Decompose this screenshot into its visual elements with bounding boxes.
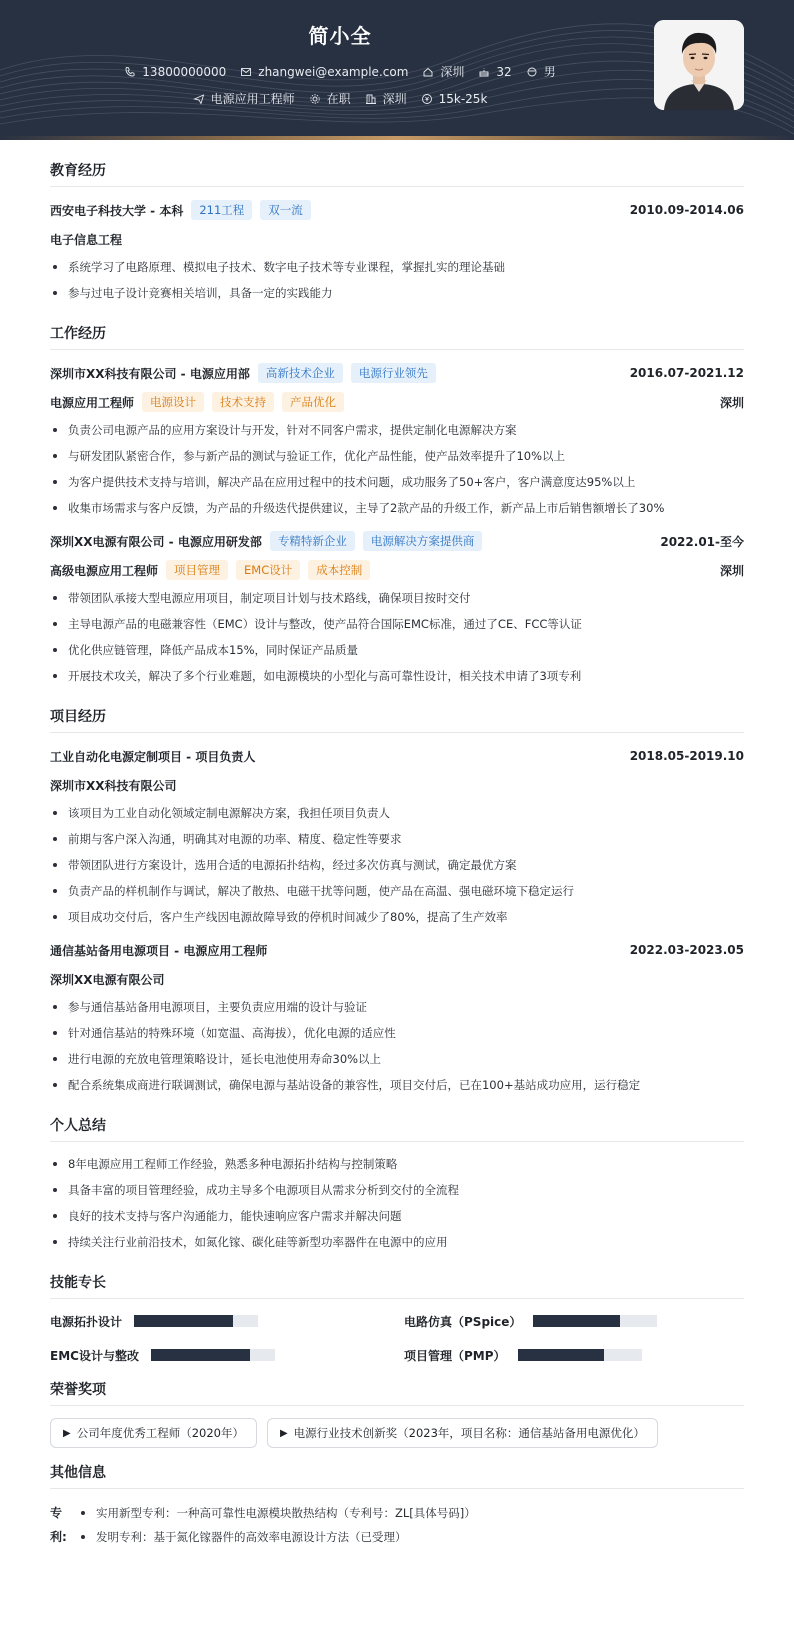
email-text: zhangwei@example.com: [258, 64, 409, 79]
school-tag: 双一流: [260, 200, 311, 220]
awards-list: [50, 1418, 744, 1448]
project-name: 通信基站备用电源项目 - 电源应用工程师: [50, 943, 268, 958]
list-item: 带领团队进行方案设计，选用合适的电源拓扑结构，经过多次仿真与测试，确定最优方案: [50, 855, 744, 881]
project-header-row: [50, 745, 744, 767]
skill-name: 电源拓扑设计: [50, 1314, 123, 1329]
resume-body: [50, 160, 744, 1569]
status-text: 在职: [326, 92, 351, 106]
role-tag: 项目管理: [166, 560, 228, 580]
skill-bar-fill: [518, 1349, 605, 1361]
company-row: [50, 362, 744, 384]
award-label: 电源行业技术创新奖（2023年，项目名称：通信基站备用电源优化）: [293, 1426, 645, 1440]
job-intent-row: [0, 90, 680, 107]
role-row: [50, 391, 744, 413]
project-date: 2022.03-2023.05: [629, 943, 744, 957]
major-row: [50, 228, 744, 250]
phone-item: [124, 63, 226, 80]
skill-bar: [134, 1315, 258, 1327]
skill-bar: [518, 1349, 642, 1361]
skill-name: 电路仿真（PSpice）: [404, 1314, 522, 1329]
education-bullets: [50, 257, 744, 309]
project-date: 2018.05-2019.10: [629, 749, 744, 763]
list-item: 持续关注行业前沿技术，如氮化镓、碳化硅等新型功率器件在电源中的应用: [50, 1232, 744, 1258]
other-section: [50, 1462, 744, 1555]
section-title-projects: 项目经历: [50, 706, 744, 733]
status-item: [309, 90, 351, 107]
role-tag: 技术支持: [212, 392, 274, 412]
patent-bullets: [78, 1501, 476, 1549]
section-title-awards: 荣誉奖项: [50, 1379, 744, 1406]
skill-bar: [533, 1315, 657, 1327]
job-entry: [50, 530, 744, 692]
list-item: 为客户提供技术支持与培训，解决产品在应用过程中的技术问题，成功服务了50+客户，客户满意度达95%以上: [50, 472, 744, 498]
job-date: 2022.01-至今: [660, 534, 744, 549]
cake-icon: [478, 66, 490, 78]
summary-bullets: [50, 1154, 744, 1258]
skill-item: [50, 1311, 390, 1331]
resume-header: [0, 0, 794, 140]
salary-item: [421, 90, 488, 107]
coin-icon: [421, 93, 433, 105]
skill-bar-fill: [151, 1349, 250, 1361]
role-tag: 电源设计: [142, 392, 204, 412]
age-text: 32: [496, 64, 512, 79]
company-tag: 电源解决方案提供商: [363, 531, 483, 551]
email-item: [240, 63, 408, 80]
project-company: 深圳市XX科技有限公司: [50, 778, 177, 793]
portrait-photo: [654, 20, 744, 110]
job-date: 2016.07-2021.12: [629, 366, 744, 380]
list-item: 项目成功交付后，客户生产线因电源故障导致的停机时间减少了80%，提高了生产效率: [50, 907, 744, 933]
project-entry: [50, 745, 744, 933]
home-icon: [422, 66, 434, 78]
contact-row: [0, 63, 680, 80]
project-company-row: [50, 968, 744, 990]
location-item: [422, 63, 464, 80]
list-item: 负责产品的样机制作与调试，解决了散热、电磁干扰等问题，使产品在高温、强电磁环境下稳定运行: [50, 881, 744, 907]
skills-section: [50, 1272, 744, 1365]
project-company: 深圳XX电源有限公司: [50, 972, 165, 987]
list-item: 针对通信基站的特殊环境（如宽温、高海拔），优化电源的适应性: [50, 1023, 744, 1049]
list-item: 进行电源的充放电管理策略设计，延长电池使用寿命30%以上: [50, 1049, 744, 1075]
skills-grid: [50, 1311, 744, 1365]
company-name: 深圳市XX科技有限公司 - 电源应用部: [50, 366, 250, 381]
skill-name: 项目管理（PMP）: [404, 1348, 506, 1363]
list-item: 收集市场需求与客户反馈，为产品的升级迭代提供建议，主导了2款产品的升级工作，新产品上市后销售额增长了30%: [50, 498, 744, 524]
skill-item: [404, 1345, 744, 1365]
avatar: [654, 20, 744, 110]
list-item: 与研发团队紧密合作，参与新产品的测试与验证工作，优化产品性能，使产品效率提升了10%以上: [50, 446, 744, 472]
send-icon: [193, 93, 205, 105]
company-name: 深圳XX电源有限公司 - 电源应用研发部: [50, 534, 262, 549]
project-bullets: [50, 803, 744, 933]
age-item: [478, 63, 511, 80]
education-section: [50, 160, 744, 309]
project-bullets: [50, 997, 744, 1101]
mail-icon: [240, 66, 252, 78]
job-title-text: 电源应用工程师: [210, 92, 295, 106]
gender-text: 男: [543, 65, 556, 79]
section-title-other: 其他信息: [50, 1462, 744, 1489]
job-entry: [50, 362, 744, 524]
patents-block: [50, 1501, 744, 1555]
job-bullets: [50, 588, 744, 692]
list-item: 参与过电子设计竞赛相关培训，具备一定的实践能力: [50, 283, 744, 309]
projects-section: [50, 706, 744, 1101]
education-header-row: [50, 199, 744, 221]
triangle-right-icon: ▶: [63, 1427, 71, 1439]
company-row: [50, 530, 744, 552]
list-item: 负责公司电源产品的应用方案设计与开发，针对不同客户需求，提供定制化电源解决方案: [50, 420, 744, 446]
job-city: 深圳: [719, 395, 744, 410]
candidate-name: 简小全: [308, 24, 372, 48]
section-title-summary: 个人总结: [50, 1115, 744, 1142]
major-name: 电子信息工程: [50, 232, 123, 247]
school-name: 西安电子科技大学 - 本科: [50, 203, 184, 218]
role-name: 电源应用工程师: [50, 395, 135, 410]
skill-bar-fill: [134, 1315, 233, 1327]
education-date: 2010.09-2014.06: [629, 203, 744, 217]
header-accent-stripe: [0, 136, 794, 140]
project-header-row: [50, 939, 744, 961]
company-tag: 高新技术企业: [258, 363, 343, 383]
job-title-item: [193, 90, 295, 107]
list-item: 参与通信基站备用电源项目，主要负责应用端的设计与验证: [50, 997, 744, 1023]
phone-icon: [124, 66, 136, 78]
school-tag: 211工程: [191, 200, 252, 220]
list-item: 系统学习了电路原理、模拟电子技术、数字电子技术等专业课程，掌握扎实的理论基础: [50, 257, 744, 283]
role-tag: 成本控制: [308, 560, 370, 580]
location-text: 深圳: [440, 65, 465, 79]
building-icon: [365, 93, 377, 105]
company-tag: 电源行业领先: [351, 363, 436, 383]
awards-section: [50, 1379, 744, 1448]
skill-name: EMC设计与整改: [50, 1348, 139, 1363]
target-city-text: 深圳: [382, 92, 407, 106]
role-row: [50, 559, 744, 581]
gender-icon: [526, 66, 538, 78]
list-item: 带领团队承接大型电源应用项目，制定项目计划与技术路线，确保项目按时交付: [50, 588, 744, 614]
section-title-work: 工作经历: [50, 323, 744, 350]
list-item: 配合系统集成商进行联调测试，确保电源与基站设备的兼容性，项目交付后，已在100+基站成功应用，运行稳定: [50, 1075, 744, 1101]
award-label: 公司年度优秀工程师（2020年）: [76, 1426, 244, 1440]
work-section: [50, 323, 744, 692]
skill-item: [50, 1345, 390, 1365]
list-item: 前期与客户深入沟通，明确其对电源的功率、精度、稳定性等要求: [50, 829, 744, 855]
list-item: 优化供应链管理，降低产品成本15%，同时保证产品质量: [50, 640, 744, 666]
list-item: 实用新型专利：一种高可靠性电源模块散热结构（专利号：ZL[具体号码]）: [78, 1501, 476, 1525]
section-title-skills: 技能专长: [50, 1272, 744, 1299]
award-item[interactable]: [267, 1418, 658, 1448]
triangle-right-icon: ▶: [279, 1427, 288, 1439]
skill-bar: [151, 1349, 275, 1361]
gear-icon: [309, 93, 321, 105]
list-item: 具备丰富的项目管理经验，成功主导多个电源项目从需求分析到交付的全流程: [50, 1180, 744, 1206]
project-company-row: [50, 774, 744, 796]
list-item: 主导电源产品的电磁兼容性（EMC）设计与整改，使产品符合国际EMC标准，通过了CE、FCC等认证: [50, 614, 744, 640]
job-bullets: [50, 420, 744, 524]
project-entry: [50, 939, 744, 1101]
list-item: 开展技术攻关，解决了多个行业难题，如电源模块的小型化与高可靠性设计，相关技术申请了3项专利: [50, 666, 744, 692]
role-tag: EMC设计: [236, 560, 300, 580]
role-tag: 产品优化: [282, 392, 344, 412]
award-item[interactable]: [50, 1418, 257, 1448]
role-name: 高级电源应用工程师: [50, 563, 159, 578]
patents-label: 专利:: [50, 1506, 67, 1544]
section-title-education: 教育经历: [50, 160, 744, 187]
list-item: 该项目为工业自动化领域定制电源解决方案，我担任项目负责人: [50, 803, 744, 829]
list-item: 发明专利：基于氮化镓器件的高效率电源设计方法（已受理）: [78, 1525, 476, 1549]
salary-text: 15k-25k: [438, 91, 488, 106]
job-city: 深圳: [719, 563, 744, 578]
list-item: 良好的技术支持与客户沟通能力，能快速响应客户需求并解决问题: [50, 1206, 744, 1232]
phone-text: 13800000000: [142, 64, 227, 79]
gender-item: [526, 63, 556, 80]
company-tag: 专精特新企业: [270, 531, 355, 551]
list-item: 8年电源应用工程师工作经验，熟悉多种电源拓扑结构与控制策略: [50, 1154, 744, 1180]
project-name: 工业自动化电源定制项目 - 项目负责人: [50, 749, 256, 764]
target-city-item: [365, 90, 407, 107]
skill-bar-fill: [533, 1315, 620, 1327]
skill-item: [404, 1311, 744, 1331]
summary-section: [50, 1115, 744, 1258]
